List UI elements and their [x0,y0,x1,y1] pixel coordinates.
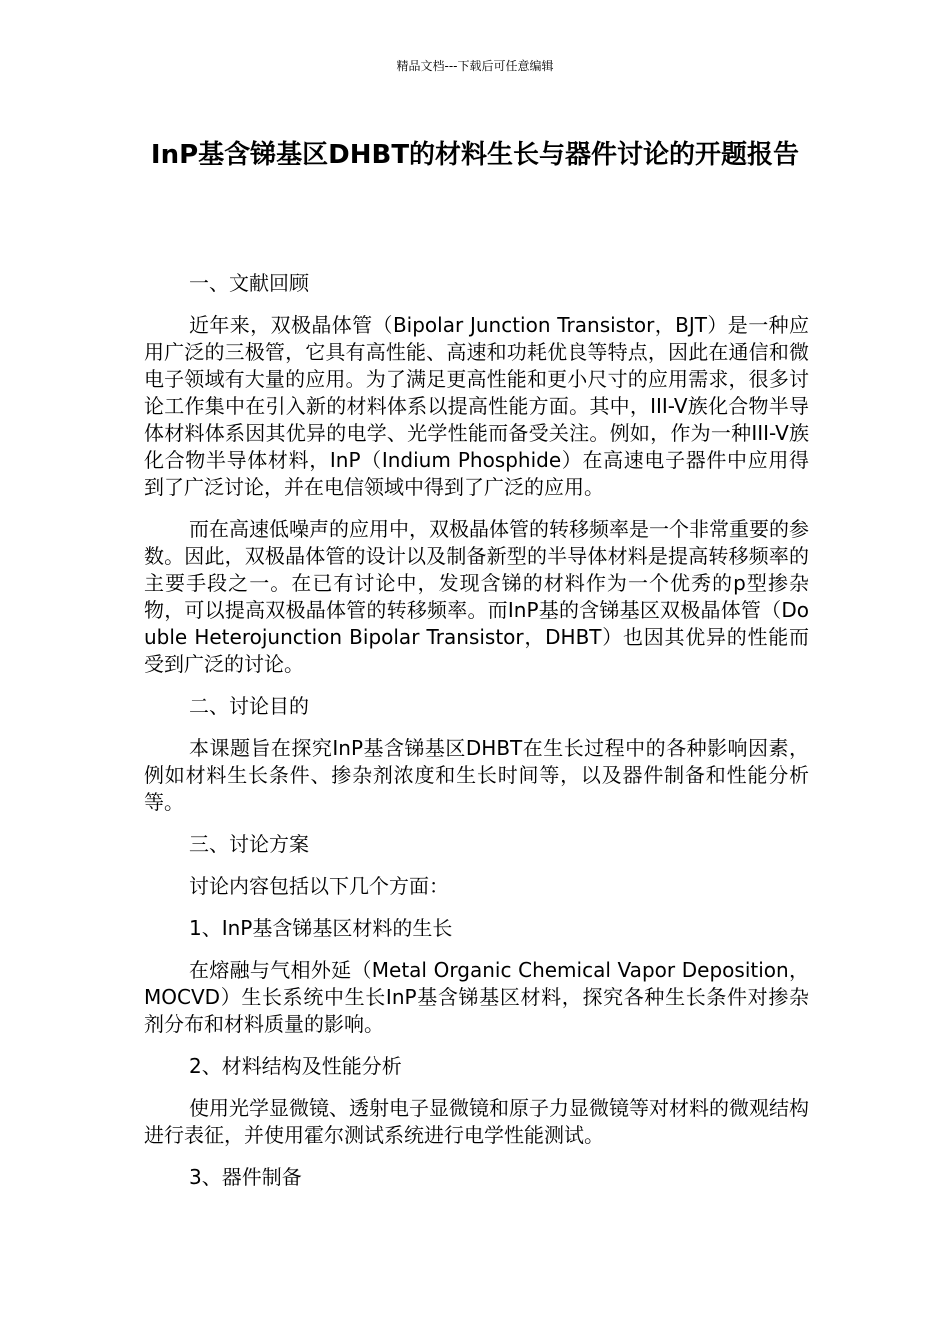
subheading-structure-analysis: 2、材料结构及性能分析 [189,1054,402,1078]
paragraph-transfer-frequency: 而在高速低噪声的应用中，双极晶体管的转移频率是一个非常重要的参数。因此，双极晶体管的设计以及制备新型的半导体材料是提高转移频率的主要手段之一。在已有讨论中，发现含锑的材料作为一个优秀的p型掺杂物，可以提高双极晶体管的转移频率。而InP基的含锑基区双极晶体管（Double Heterojunction Bipolar Transistor，DHBT）也因其优异的性能而受到广泛的讨论。 [144,517,809,676]
section-heading-research-plan: 三、讨论方案 [189,832,309,856]
paragraph-material-growth: 在熔融与气相外延（Metal Organic Chemical Vapor Deposition，MOCVD）生长系统中生长InP基含锑基区材料，探究各种生长条件对掺杂剂分布和材料质量的影响。 [144,958,809,1036]
paragraph-research-purpose: 本课题旨在探究InP基含锑基区DHBT在生长过程中的各种影响因素，例如材料生长条件、掺杂剂浓度和生长时间等，以及器件制备和性能分析等。 [144,736,809,814]
section-heading-literature-review: 一、文献回顾 [189,271,309,295]
document-title: InP基含锑基区DHBT的材料生长与器件讨论的开题报告 [150,140,800,170]
document-body [144,270,809,1206]
paragraph-bjt-background: 近年来，双极晶体管（Bipolar Junction Transistor，BJT）是一种应用广泛的三极管，它具有高性能、高速和功耗优良等特点，因此在通信和微电子领域有大量的应用。为了满足更高性能和更小尺寸的应用需求，很多讨论工作集中在引入新的材料体系以提高性能方面。其中，III-V族化合物半导体材料体系因其优异的电学、光学性能而备受关注。例如，作为一种III-V族化合物半导体材料，InP（Indium Phosphide）在高速电子器件中应用得到了广泛讨论，并在电信领域中得到了广泛的应用。 [144,313,809,499]
subheading-material-growth: 1、InP基含锑基区材料的生长 [189,916,453,940]
subheading-device-fabrication: 3、器件制备 [189,1165,302,1189]
paragraph-plan-intro: 讨论内容包括以下几个方面： [189,874,449,898]
paragraph-structure-analysis: 使用光学显微镜、透射电子显微镜和原子力显微镜等对材料的微观结构进行表征，并使用霍尔测试系统进行电学性能测试。 [144,1096,809,1147]
section-heading-research-purpose: 二、讨论目的 [189,694,309,718]
page-header: 精品文档---下载后可任意编辑 [396,59,554,73]
